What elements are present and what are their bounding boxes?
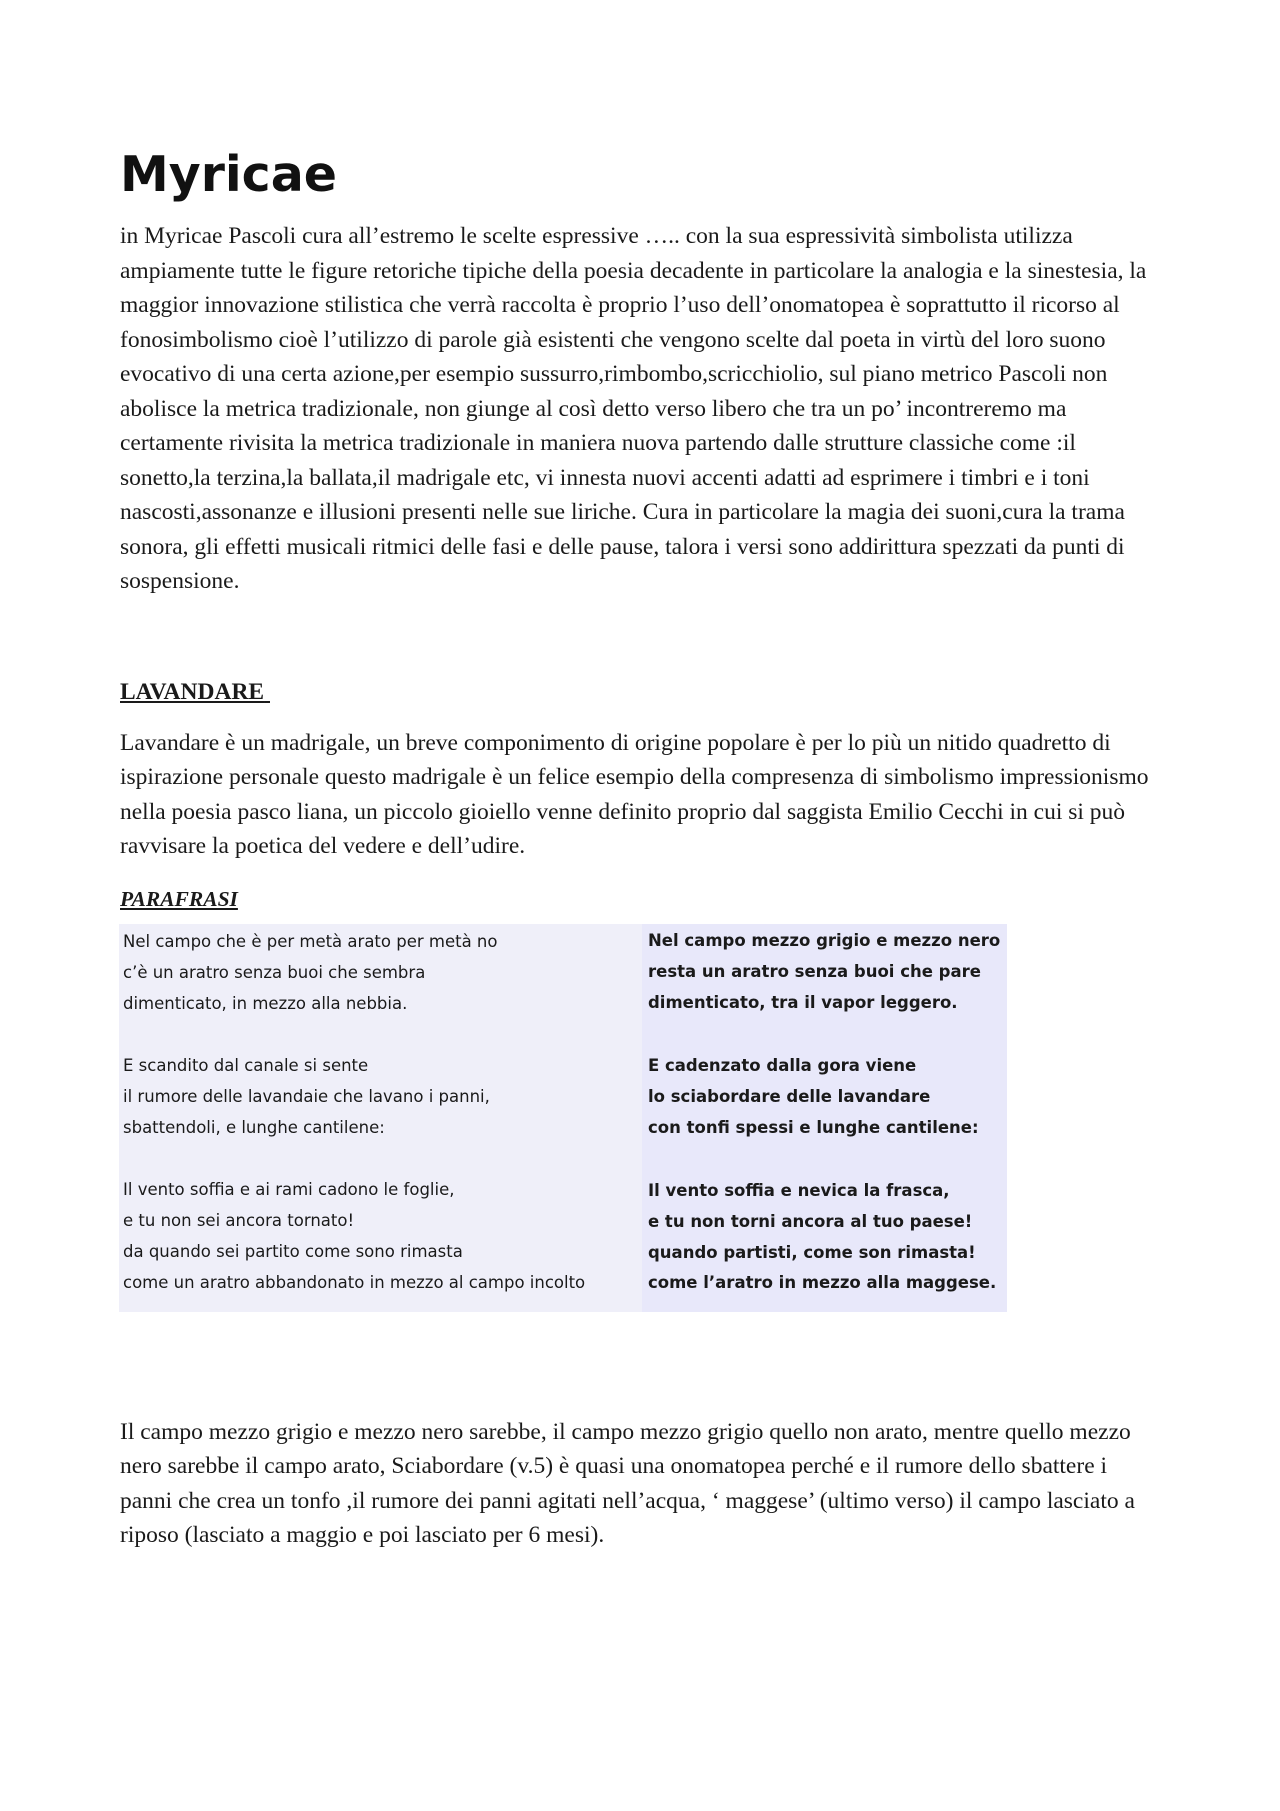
stanza-gap — [123, 1143, 642, 1174]
left-verse: sbattendoli, e lunghe cantilene: — [123, 1117, 385, 1137]
lavandare-heading — [120, 675, 1165, 709]
stanza-gap — [648, 1018, 1003, 1050]
left-verse: Il vento soffia e ai rami cadono le foglie, — [123, 1179, 455, 1199]
left-verse: E scandito dal canale si sente — [123, 1055, 369, 1075]
right-verse: quando partisti, come son rimasta! — [648, 1242, 976, 1262]
lavandare-paragraph: Lavandare è un madrigale, un breve componimento di origine popolare è per lo più un nitido quadretto di ispirazione personale questo madrigale è un felice esempio della compresenza di simbolismo impressionismo nella poesia pasco liana, un piccolo gioiello venne definito proprio dal saggista Emilio Cecchi in cui si può ravvisare la poetica del vedere e dell’udire. — [120, 729, 1149, 859]
right-verse: dimenticato, tra il vapor leggero. — [648, 992, 958, 1012]
left-verse: e tu non sei ancora tornato! — [123, 1210, 355, 1230]
left-verse: da quando sei partito come sono rimasta — [123, 1241, 463, 1261]
intro-paragraph: in Myricae Pascoli cura all’estremo le scelte espressive ….. con la sua espressività simbolista utilizza ampiamente tutte le figure retoriche tipiche della poesia decadente in particolare la analogia e la sinestesia, la maggior innovazione stilistica che verrà raccolta è proprio l’uso dell’onomatopea è soprattutto il ricorso al fonosimbolismo cioè l’utilizzo di parole già esistenti che vengono scelte dal poeta in virtù del loro suono evocativo di una certa azione,per esempio sussurro,rimbombo,scricchiolio, sul piano metrico Pascoli non abolisce la metrica tradizionale, non giunge al così detto verso libero che tra un po’ incontreremo ma certamente rivisita la metrica tradizionale in maniera nuova partendo dalle strutture classiche come :il sonetto,la terzina,la ballata,il madrigale etc, vi innesta nuovi accenti adatti ad esprimere i timbri e i toni nascosti,assonanze e illusioni presenti nelle sue liriche. Cura in particolare la magia dei suoni,cura la trama sonora, gli effetti musicali ritmici delle fasi e delle pause, talora i versi sono addirittura spezzati da punti di sospensione. — [120, 223, 1147, 594]
left-verse: c’è un aratro senza buoi che sembra — [123, 962, 426, 982]
stanza-gap — [123, 1019, 642, 1050]
parafrasi-table — [119, 924, 1007, 1312]
parafrasi-heading: PARAFRASI — [120, 886, 238, 911]
right-verse: resta un aratro senza buoi che pare — [648, 961, 981, 981]
stanza-gap — [648, 1143, 1003, 1175]
lavandare-heading-text: LAVANDARE — [120, 678, 265, 705]
right-verse: Il vento soffia e nevica la frasca, — [648, 1180, 950, 1200]
document-page — [120, 145, 1165, 1553]
parafrasi-right-column — [642, 924, 1007, 1312]
left-verse: il rumore delle lavandaie che lavano i panni, — [123, 1086, 490, 1106]
right-verse: e tu non torni ancora al tuo paese! — [648, 1211, 973, 1231]
left-verse: dimenticato, in mezzo alla nebbia. — [123, 993, 408, 1013]
right-verse: Nel campo mezzo grigio e mezzo nero — [648, 930, 1001, 950]
right-verse: lo sciabordare delle lavandare — [648, 1086, 931, 1106]
right-verse: come l’aratro in mezzo alla maggese. — [648, 1272, 997, 1292]
left-verse: come un aratro abbandonato in mezzo al campo incolto — [123, 1272, 586, 1292]
left-verse: Nel campo che è per metà arato per metà no — [123, 931, 498, 951]
conclusion-paragraph: Il campo mezzo grigio e mezzo nero sarebbe, il campo mezzo grigio quello non arato, mentre quello mezzo nero sarebbe il campo arato, Sciabordare (v.5) è quasi una onomatopea perché e il rumore dello sbattere i panni che crea un tonfo ,il rumore dei panni agitati nell’acqua, ‘ maggese’ (ultimo verso) il campo lasciato a riposo (lasciato a maggio e poi lasciato per 6 mesi). — [120, 1418, 1135, 1548]
page-title: Myricae — [120, 146, 338, 203]
right-verse: con tonfi spessi e lunghe cantilene: — [648, 1117, 979, 1137]
right-verse: E cadenzato dalla gora viene — [648, 1055, 917, 1075]
parafrasi-left-column — [119, 924, 642, 1312]
